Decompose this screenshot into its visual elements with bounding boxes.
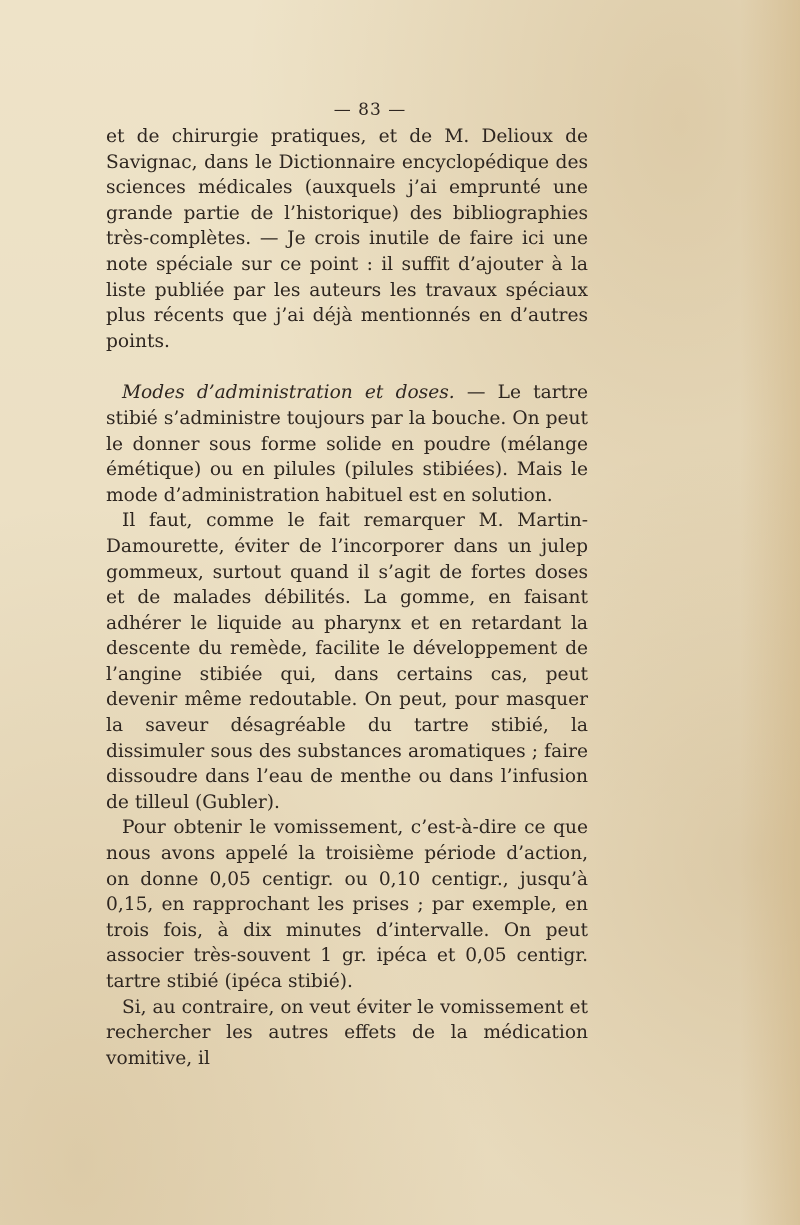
paragraph-4: Pour obtenir le vomissement, c’est-à-dire ce que nous avons appelé la troisième période d’action, on donne 0,05 centigr. ou 0,10 centigr., jusqu’à 0,15, en rapprochant les prises ; par exemple, en trois fois, à dix minutes d’intervalle. On peut associer très-souvent 1 gr. ipéca et 0,05 centigr. tartre stibié (ipéca stibié). [106, 817, 588, 992]
paragraph-2 [106, 380, 588, 508]
page-number: — 83 — [333, 100, 407, 120]
paragraph-5: Si, au contraire, on veut éviter le vomissement et rechercher les autres effets de la médication vomitive, il [106, 996, 588, 1069]
section-title: Modes d’administration et doses. [122, 382, 455, 404]
paragraph-1: et de chirurgie pratiques, et de M. Delioux de Savignac, dans le Dictionnaire encyclopédique des sciences médicales (auxquels j’ai emprunté une grande partie de l’historique) des bibliographies très-complètes. — Je crois inutile de faire ici une note spéciale sur ce point : il suffit d’ajouter à la liste publiée par les auteurs les travaux spéciaux plus récents que j’ai déjà mentionnés en d’autres points. [106, 126, 588, 352]
paragraph-2-body: — Le tartre stibié s’administre toujours par la bouche. On peut le donner sous forme solide en poudre (mélange émétique) ou en pilules (pilules stibiées). Mais le mode d’administration habituel est en solution. [106, 382, 588, 506]
paragraph-3: Il faut, comme le fait remarquer M. Martin-Damourette, éviter de l’incorporer dans un julep gommeux, surtout quand il s’agit de fortes doses et de malades débilités. La gomme, en faisant adhérer le liquide au pharynx et en retardant la descente du remède, facilite le développement de l’angine stibiée qui, dans certains cas, peut devenir même redoutable. On peut, pour masquer la saveur désagréable du tartre stibié, la dissimuler sous des substances aromatiques ; faire dissoudre dans l’eau de menthe ou dans l’infusion de tilleul (Gubler). [106, 510, 588, 813]
body-text [106, 124, 588, 1071]
